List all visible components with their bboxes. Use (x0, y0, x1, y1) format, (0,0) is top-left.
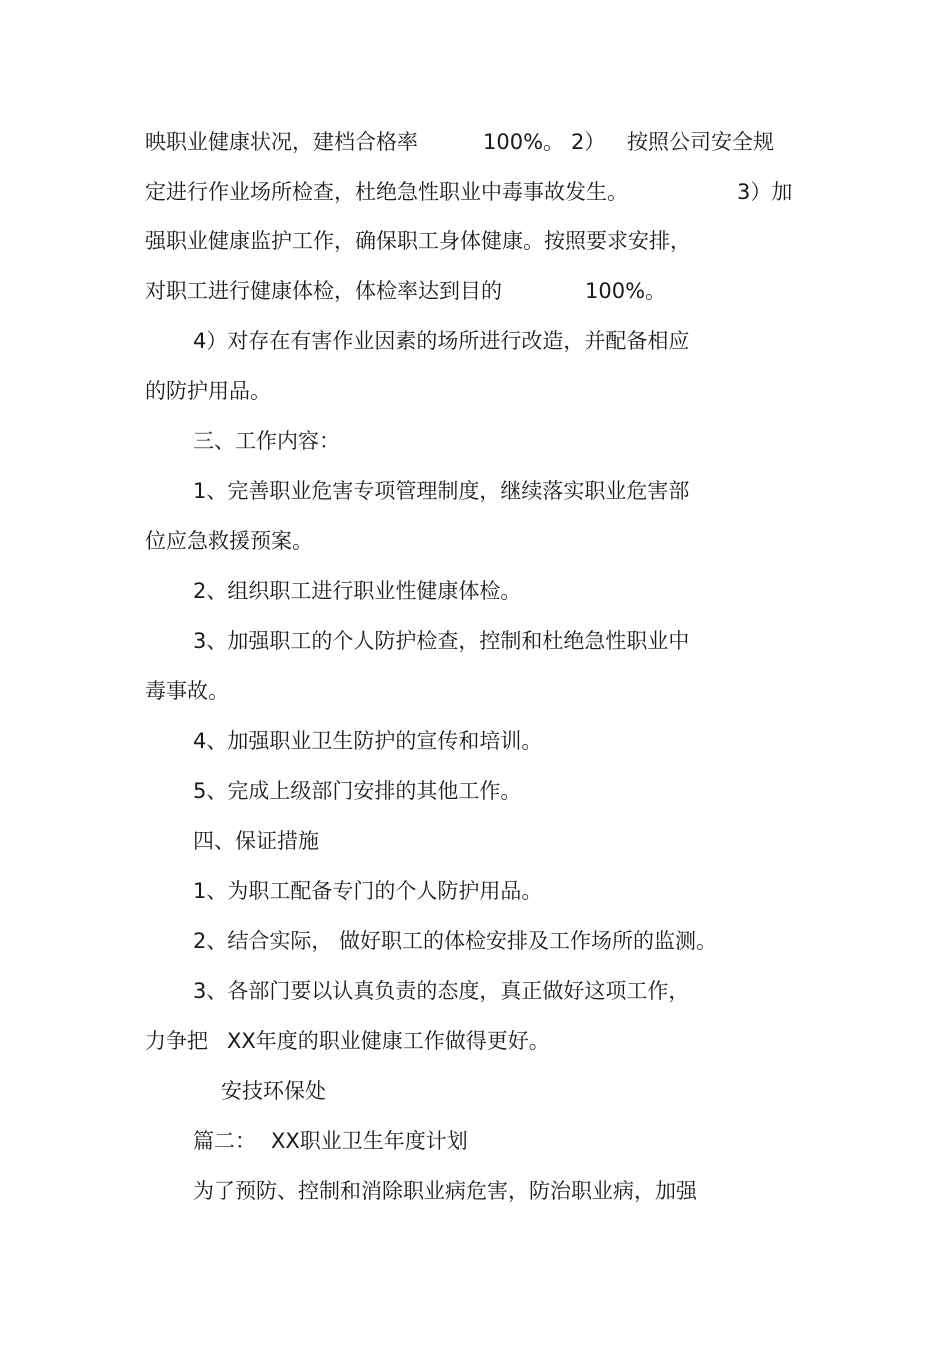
text-segment: 对职工进行健康体检，体检率达到目的 (145, 279, 502, 303)
list-item: 4、加强职业卫生防护的宣传和培训。 (193, 729, 543, 753)
text-line (145, 276, 667, 306)
list-item: 2、结合实际， 做好职工的体检安排及工作场所的监测。 (193, 929, 718, 953)
text-line: 强职业健康监护工作，确保职工身体健康。按照要求安排， (145, 229, 691, 253)
text-segment: 100%。 (483, 130, 565, 154)
paragraph-line: 4）对存在有害作业因素的场所进行改造，并配备相应 (193, 329, 690, 353)
text-line: 位应急救援预案。 (145, 529, 313, 553)
text-segment: XX年度的职业健康工作做得更好。 (227, 1029, 550, 1053)
text-segment: 2） (571, 130, 606, 154)
signature-department: 安技环保处 (221, 1079, 326, 1103)
text-segment: 按照公司安全规 (627, 130, 774, 154)
text-segment: XX职业卫生年度计划 (271, 1129, 468, 1153)
article-title (193, 1126, 468, 1156)
text-line (145, 177, 793, 207)
section-heading: 四、保证措施 (193, 829, 319, 853)
list-item: 3、各部门要以认真负责的态度，真正做好这项工作， (193, 979, 690, 1003)
text-segment: 篇二： (193, 1129, 256, 1153)
paragraph-line: 为了预防、控制和消除职业病危害，防治职业病，加强 (193, 1179, 697, 1203)
section-heading: 三、工作内容： (193, 429, 340, 453)
text-segment: 映职业健康状况，建档合格率 (145, 130, 418, 154)
list-item: 2、组织职工进行职业性健康体检。 (193, 579, 522, 603)
list-item: 1、为职工配备专门的个人防护用品。 (193, 879, 543, 903)
list-item: 5、完成上级部门安排的其他工作。 (193, 779, 522, 803)
text-line: 的防护用品。 (145, 379, 271, 403)
list-item: 3、加强职工的个人防护检查，控制和杜绝急性职业中 (193, 629, 690, 653)
text-line (145, 1026, 550, 1056)
list-item: 1、完善职业危害专项管理制度，继续落实职业危害部 (193, 479, 690, 503)
text-line: 毒事故。 (145, 679, 229, 703)
text-segment: 力争把 (145, 1029, 208, 1053)
text-segment: 定进行作业场所检查，杜绝急性职业中毒事故发生。 (145, 180, 628, 204)
text-segment: 100%。 (585, 279, 667, 303)
text-line (145, 127, 774, 157)
text-segment: 3）加 (737, 180, 793, 204)
